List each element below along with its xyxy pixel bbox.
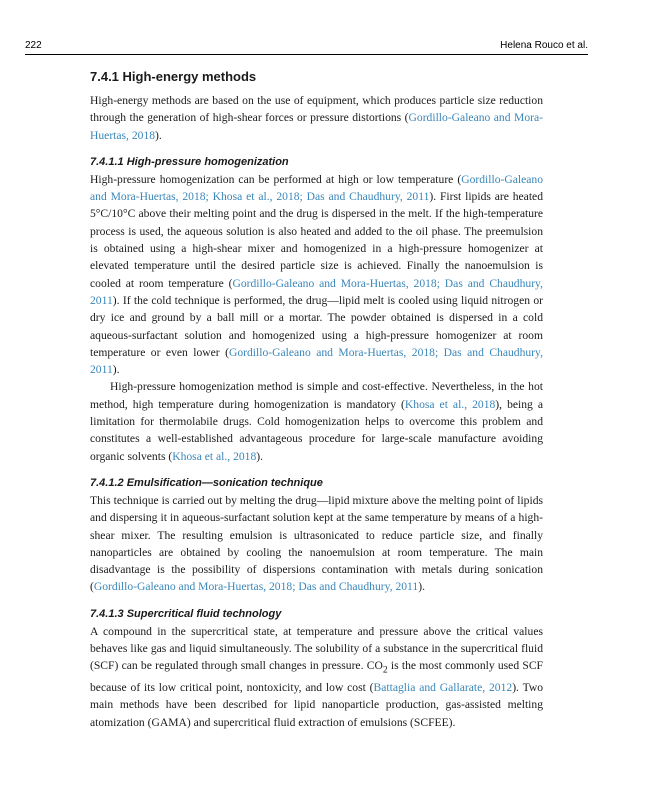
citation-link[interactable]: Gordillo-Galeano and Mora-Huertas, 2018; Das and Chaudhury, 2011 <box>90 276 543 307</box>
text-run: ). Two main methods have been described for lipid nanoparticle production, gas-assisted melting atomization (GAMA) and supercritical fluid extraction of emulsions (SCFEE). <box>90 680 544 729</box>
text-run: High-energy methods are based on the use of equipment, which produces particle size reduction through the generation of high-shear forces or pressure distortions ( <box>90 94 543 125</box>
text-run: ). <box>256 449 264 463</box>
citation-link[interactable]: Gordillo-Galeano and Mora-Huertas, 2018 <box>90 111 543 142</box>
citation-link[interactable]: Khosa et al., 2018 <box>404 397 496 411</box>
subsection-title-hph: 7.4.1.1 High-pressure homogenization <box>90 155 289 168</box>
text-run: ). <box>112 363 120 377</box>
text-run: A compound in the supercritical state, at temperature and pressure above the critical values behaves like gas and liquid simultaneously. The solubility of a substance in the supercritical fluid (SCF) can be regulated through small changes in pressure. CO <box>90 624 543 673</box>
text-run: ). If the cold technique is performed, the drug—lipid melt is cooled using liquid nitrogen or dry ice and ground by a ball mill or a mortar. The powder obtained is dispersed in a cold aqueous-surfactant solution and homogenized using a high-pressure homogenizer at room temperature or even lower ( <box>90 293 543 359</box>
text-run: ). <box>418 580 425 594</box>
running-head: Helena Rouco et al. <box>500 40 588 51</box>
page-number: 222 <box>25 40 42 51</box>
citation-link[interactable]: Gordillo-Galeano and Mora-Huertas, 2018; Das and Chaudhury, 2011 <box>90 345 543 377</box>
text-run: ). First lipids are heated 5°C/10°C above their melting point and the drug is dispersed in the melt. If the high-temperature process is used, the aqueous solution is also heated and added to the oil phase. The preemulsion is obtained using a high-shear mixer and homogenized in a high-pressure homogenizer at elevated temperature until the desired particle size is achieved. Finally the nanoemulsion is cooled at room temperature ( <box>90 190 543 290</box>
text-run: ). <box>155 128 162 142</box>
text-run: is the most commonly used SCF because of its low critical point, nontoxicity, and low cost ( <box>90 659 543 694</box>
hph-paragraph-1 <box>90 171 543 379</box>
hph-paragraph-2 <box>90 378 543 464</box>
section-title: 7.4.1 High-energy methods <box>90 69 257 84</box>
subscript: 2 <box>382 664 388 676</box>
citation-link[interactable]: Gordillo-Galeano and Mora-Huertas, 2018; Das and Chaudhury, 2011 <box>93 580 419 594</box>
subsection-title-emulsification: 7.4.1.2 Emulsification—sonication technique <box>90 476 323 489</box>
text-run: ), being a limitation for thermolabile drugs. Cold homogenization helps to overcome this problem and constitutes a well-established advantageous procedure for large-scale manufacture avoiding organic solvents ( <box>90 397 543 463</box>
scf-paragraph <box>90 623 543 731</box>
subsection-title-scf: 7.4.1.3 Supercritical fluid technology <box>90 607 282 620</box>
emulsification-paragraph <box>90 492 543 596</box>
page-header <box>25 40 588 55</box>
section-intro-paragraph <box>90 92 543 144</box>
body-content <box>90 68 543 731</box>
text-run: High-pressure homogenization method is simple and cost-effective. Nevertheless, in the hot method, high temperature during homogenization is mandatory ( <box>90 380 543 411</box>
text-run: High-pressure homogenization can be performed at high or low temperature ( <box>90 172 462 186</box>
citation-link[interactable]: Battaglia and Gallarate, 2012 <box>373 680 513 694</box>
citation-link[interactable]: Khosa et al., 2018 <box>172 449 257 463</box>
citation-link[interactable]: Gordillo-Galeano and Mora-Huertas, 2018; Khosa et al., 2018; Das and Chaudhury, 2011 <box>90 172 543 204</box>
text-run: This technique is carried out by melting the drug—lipid mixture above the melting point of lipids and dispersing it in aqueous-surfactant solution kept at the same temperature by means of a high-shear mixer. The resulting emulsion is ultrasonicated to reduce particle size, and finally nanoparticles are obtained by cooling the nanoemulsion at room temperature. The main disadvantage is the possibility of dispersions contamination with metals during sonication ( <box>90 493 543 594</box>
